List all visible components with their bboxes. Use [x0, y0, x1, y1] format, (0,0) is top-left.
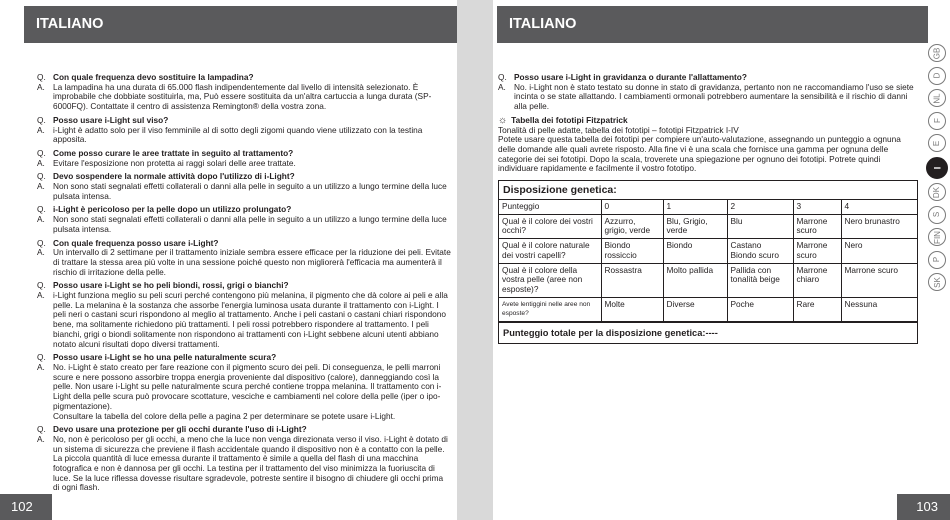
sun-icon: ☼ — [498, 115, 508, 127]
language-tab-e[interactable] — [928, 134, 946, 152]
page-number-right: 103 — [897, 494, 950, 520]
question-text: Con quale frequenza devo sostituire la lampadina? — [53, 72, 254, 82]
answer-row — [37, 83, 451, 112]
answer-row — [498, 83, 918, 112]
answer-text: i-Light è adatto solo per il viso femminile al di sotto degli zigomi quando viene utilizzato con la testina apposita. — [53, 124, 423, 145]
qa-item — [37, 353, 451, 421]
q-label: Q. — [37, 237, 46, 248]
question-text: Devo usare una protezione per gli occhi durante l'uso di i-Light? — [53, 424, 307, 435]
spine-shadow-left — [457, 0, 475, 520]
table-cell: Marrone scuro — [841, 263, 917, 297]
genetic-total: Punteggio totale per la disposizione genetica:---- — [499, 322, 917, 343]
qa-item — [37, 205, 451, 234]
table-header-row — [499, 200, 917, 214]
q-label: Q. — [37, 424, 46, 435]
question-text: Posso usare i-Light se ho una pelle naturalmente scura? — [53, 352, 277, 363]
answer-text: Un intervallo di 2 settimane per il trattamento iniziale sembra essere efficace per la riduzione dei peli. Evitate di trattare la stessa area più volte in una sessione poiché questo non migliorerà l'efficacia ma aumenterà il rischio di irritazione della pelle. — [53, 247, 451, 277]
table-cell: Molte — [601, 297, 663, 321]
language-tab-s[interactable] — [928, 206, 946, 224]
q-label: Q. — [37, 204, 46, 215]
language-tab-f[interactable] — [928, 112, 946, 130]
fitzpatrick-intro: Tonalità di pelle adatte, tabella dei fototipi – fototipi Fitzpatrick I-IV Potete usare questa tabella dei fototipi per compiere un'auto-valutazione, assegnando un punteggio a ognuna delle domande alle quali avrete risposto. Alla fine vi è una scala che fornisce una gamma per ognuna delle categorie dei sei fototipi. Dopo la scala, troverete una spiegazione per ognuno dei fototipi. Potrete quindi individuare rapidamente e facilmente il vostro fototipo. — [498, 124, 901, 174]
answer-text: No. i-Light non è stato testato su donne in stato di gravidanza, pertanto non ne raccomandiamo l'uso se siete incinta o se state allattando. I cambiamenti ormonali potrebbero aumentare la sensibilità e il rischio di danni alla pelle. — [514, 81, 914, 112]
answer-row — [37, 248, 451, 277]
q-label: Q. — [37, 114, 46, 125]
answer-row — [37, 126, 451, 145]
q-label: Q. — [37, 72, 46, 82]
fitzpatrick-title-text: Tabella dei fototipi Fitzpatrick — [511, 114, 628, 125]
language-tab-label: DK — [932, 186, 942, 198]
question-text: Posso usare i-Light se ho peli biondi, rossi, grigi o bianchi? — [53, 280, 289, 291]
language-tab-label: S — [932, 211, 942, 218]
a-label: A. — [37, 433, 45, 444]
answer-text: Evitare l'esposizione non protetta ai raggi solari delle aree trattate. — [53, 157, 296, 168]
a-label: A. — [37, 124, 45, 135]
table-cell: Qual è il colore della vostra pelle (aree non esposte)? — [499, 263, 601, 297]
table-cell: Pallida con tonalità beige — [727, 263, 793, 297]
qa-list-right — [498, 73, 918, 112]
question-text: Posso usare i-Light sul viso? — [53, 114, 169, 125]
a-label: A. — [37, 290, 45, 301]
q-label: Q. — [37, 147, 46, 158]
table-cell: 3 — [793, 200, 841, 214]
a-label: A. — [37, 81, 45, 92]
language-tab-label: F — [932, 118, 942, 123]
page-header-left: ITALIANO — [24, 6, 457, 43]
table-cell: Marrone scuro — [793, 214, 841, 238]
a-label: A. — [37, 157, 45, 168]
table-cell: 0 — [601, 200, 663, 214]
a-label: A. — [37, 361, 45, 372]
qa-list-left — [37, 73, 451, 497]
a-label: A. — [37, 181, 45, 192]
language-tab-d[interactable] — [928, 67, 946, 85]
language-tab-label: P — [932, 256, 942, 263]
table-cell: 1 — [663, 200, 727, 214]
table-row — [499, 297, 917, 321]
q-label: Q. — [37, 352, 46, 363]
qa-item — [37, 116, 451, 145]
language-tab-label: NL — [932, 92, 942, 104]
table-cell: Blu — [727, 214, 793, 238]
table-cell: Azzurro, grigio, verde — [601, 214, 663, 238]
qa-item — [37, 172, 451, 201]
language-tabs — [926, 44, 948, 296]
language-tab-dk[interactable] — [928, 183, 946, 201]
answer-row — [37, 159, 451, 169]
language-tab-gb[interactable] — [928, 44, 946, 62]
language-tab-p[interactable] — [928, 251, 946, 269]
table-cell: Marrone chiaro — [793, 263, 841, 297]
language-tab-nl[interactable] — [928, 89, 946, 107]
language-tab-sk[interactable] — [928, 273, 946, 291]
table-cell: Nessuna — [841, 297, 917, 321]
table-cell: Punteggio — [499, 200, 601, 214]
a-label: A. — [498, 81, 506, 92]
table-cell: Qual è il colore naturale dei vostri capelli? — [499, 239, 601, 263]
table-cell: Biondo rossiccio — [601, 239, 663, 263]
table-cell: Biondo — [663, 239, 727, 263]
table-cell: Nero brunastro — [841, 214, 917, 238]
table-row — [499, 263, 917, 297]
table-cell: Molto pallida — [663, 263, 727, 297]
language-tab-label: E — [932, 140, 942, 146]
table-cell: Blu, Grigio, verde — [663, 214, 727, 238]
a-label: A. — [37, 214, 45, 225]
qa-item — [37, 239, 451, 278]
a-label: A. — [37, 247, 45, 258]
genetic-title: Disposizione genetica: — [499, 181, 917, 200]
answer-row — [37, 182, 451, 201]
table-cell: Rossastra — [601, 263, 663, 297]
table-cell: Rare — [793, 297, 841, 321]
qa-item — [37, 149, 451, 168]
table-cell: Avete lentiggini nelle aree non esposte? — [499, 297, 601, 321]
language-tab-fin[interactable] — [928, 228, 946, 246]
language-tab-label: FIN — [932, 230, 942, 244]
language-tab-label: GB — [932, 47, 942, 59]
table-cell: 4 — [841, 200, 917, 214]
qa-item — [498, 73, 918, 112]
table-cell: Marrone scuro — [793, 239, 841, 263]
question-text: i-Light è pericoloso per la pelle dopo un utilizzo prolungato? — [53, 204, 292, 215]
question-text: Devo sospendere la normale attività dopo l'utilizzo di i-Light? — [53, 171, 295, 182]
question-text: Come posso curare le aree trattate in seguito al trattamento? — [53, 147, 294, 158]
qa-item — [37, 281, 451, 349]
answer-text: No, non è pericoloso per gli occhi, a meno che la luce non venga direzionata verso il viso. i-Light è dotato di un sistema di sicurezza che previene il flash accidentale quando il dispositivo non è a contatto con la pelle. La piccola quantità di luce emessa durante il trattamento è simile a quella del flash di una macchina fotografica e non è dannosa per gli occhi. La testina per il trattamento del viso minimizza la fuoriuscita di luce. Se la luce riflessa dovesse risultare sgradevole, potreste sentire il bisogno di chiudere gli occhi prima di ogni flash. — [53, 433, 448, 493]
page-header-right: ITALIANO — [497, 6, 928, 43]
q-label: Q. — [37, 171, 46, 182]
answer-text: La lampadina ha una durata di 65.000 flash indipendentemente dal livello di intensità selezionato. È improbabile che dobbiate sostituirla, ma, Può essere sostituita da un'altra cartuccia a lunga durata (SP-6000FQ). Contattate il centro di assistenza Remington® della vostra zona. — [53, 81, 432, 112]
q-label: Q. — [37, 280, 46, 291]
answer-text: i-Light funziona meglio su peli scuri perché contengono più melanina, il pigmento che dà colore ai peli e alla pelle. La melanina è la sostanza che assorbe l'energia luminosa usata durante il trattamento con i-Light. I peli neri o castani scuri rispondono al meglio al trattamento. Anche i peli castani o castani chiari rispondono bene, ma solitamente richiedono più trattamenti. I peli rossi potrebbero rispondere al trattamento. I peli bianchi, grigi o biondi solitamente non rispondono ai trattamenti con i-Light sebbene alcuni utenti abbiano notato alcuni risultati dopo diversi trattamenti. — [53, 290, 448, 349]
language-tab-label: D — [932, 72, 942, 79]
table-cell: 2 — [727, 200, 793, 214]
answer-text: Non sono stati segnalati effetti collaterali o danni alla pelle in seguito a un utilizzo a lungo termine della luce pulsata intensa. — [53, 181, 447, 201]
table-cell: Poche — [727, 297, 793, 321]
answer-row — [37, 363, 451, 421]
language-tab-label: SK — [932, 276, 942, 288]
question-text: Con quale frequenza posso usare i-Light? — [53, 237, 219, 248]
qa-item — [37, 73, 451, 112]
table-row — [499, 214, 917, 238]
table-cell: Castano Biondo scuro — [727, 239, 793, 263]
genetic-grid — [499, 200, 917, 322]
language-tab-i[interactable] — [926, 157, 948, 179]
table-cell: Nero — [841, 239, 917, 263]
table-cell: Qual è il colore dei vostri occhi? — [499, 214, 601, 238]
answer-text: No. i-Light è stato creato per fare reazione con il pigmento scuro dei peli. Di conseguenza, le pelli marroni scure e nere possono assorbire troppa energia proveniente dal dispositivo (calore), danneggiando così la pelle. Non usare i-Light su pelle naturalmente scura perché contiene troppa melanina. Il trattamento con i-Light della pelle scura può provocare scottature, vesciche e cambiamenti nel colore della pelle (iper o ipo-pigmentazione). Consultare la tabella del colore della pelle a pagina 2 per determinare se potete usare i-Light. — [53, 361, 442, 421]
question-text: Posso usare i-Light in gravidanza o durante l'allattamento? — [514, 72, 747, 82]
q-label: Q. — [498, 72, 507, 82]
answer-text: Non sono stati segnalati effetti collaterali o danni alla pelle in seguito a un utilizzo a lungo termine della luce pulsata intensa. — [53, 214, 447, 234]
answer-row — [37, 215, 451, 234]
right-content — [498, 73, 918, 344]
language-tab-label: I — [931, 166, 942, 169]
page-number-left: 102 — [0, 494, 52, 520]
answer-row — [37, 291, 451, 349]
table-row — [499, 239, 917, 263]
qa-item — [37, 425, 451, 493]
answer-row — [37, 435, 451, 493]
table-cell: Diverse — [663, 297, 727, 321]
genetic-disposition-table — [498, 180, 918, 344]
